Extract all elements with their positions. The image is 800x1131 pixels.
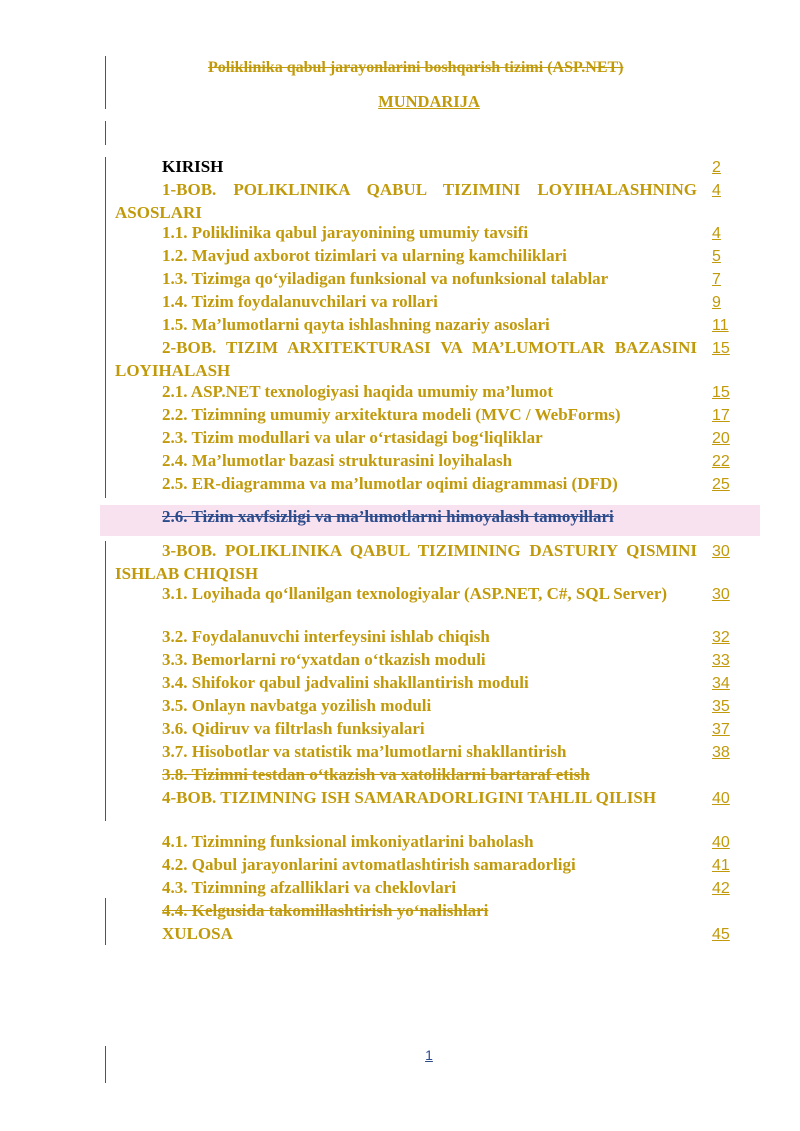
toc-entry-label: 4-BOB. TIZIMNING ISH SAMARADORLIGINI TAHLIL QILISH xyxy=(162,788,657,807)
change-bar xyxy=(105,157,106,498)
change-bar xyxy=(105,121,106,145)
toc-entry-label: KIRISH xyxy=(162,157,224,176)
toc-entry-label: 4.2. Qabul jarayonlarini avtomatlashtirish samaradorligi xyxy=(162,855,576,874)
toc-entry-label: 1.3. Tizimga qo‘yiladigan funksional va nofunksional talablar xyxy=(162,269,609,288)
toc-page-link[interactable]: 33 xyxy=(712,652,730,669)
toc-entry-label: 3.7. Hisobotlar va statistik ma’lumotlarni shakllantirish xyxy=(162,742,567,761)
toc-entry-3-2[interactable] xyxy=(115,625,697,648)
toc-page-link[interactable]: 30 xyxy=(712,543,730,560)
toc-entry-label: 3.1. Loyihada qo‘llanilgan texnologiyalar (ASP.NET, C#, SQL Server) xyxy=(162,584,668,603)
toc-entry-label: 2.4. Ma’lumotlar bazasi strukturasini loyihalash xyxy=(162,451,513,470)
toc-entry-chapter-2[interactable] xyxy=(115,336,697,382)
toc-entry-2-3[interactable] xyxy=(115,426,697,449)
toc-page-link[interactable]: 35 xyxy=(712,698,730,715)
toc-entry-label: 3.4. Shifokor qabul jadvalini shakllantirish moduli xyxy=(162,673,529,692)
toc-entry-4-3[interactable] xyxy=(115,876,697,899)
toc-page-link[interactable]: 41 xyxy=(712,857,730,874)
toc-entry-2-5[interactable] xyxy=(115,472,697,495)
change-bar xyxy=(105,541,106,794)
toc-entry-label: 3.5. Onlayn navbatga yozilish moduli xyxy=(162,696,432,715)
toc-page-link[interactable]: 15 xyxy=(712,384,730,401)
toc-page-link[interactable]: 22 xyxy=(712,453,730,470)
toc-entry-label: 2-BOB. TIZIM ARXITEKTURASI VA MA’LUMOTLAR BAZASINI LOYIHALASH xyxy=(115,338,697,380)
toc-entry-1-1[interactable] xyxy=(115,221,697,244)
toc-entry-1-3[interactable] xyxy=(115,267,697,290)
toc-page-link[interactable]: 15 xyxy=(712,340,730,357)
toc-entry-4-4-deleted[interactable] xyxy=(115,899,697,922)
toc-entry-label: 2.5. ER-diagramma va ma’lumotlar oqimi diagrammasi (DFD) xyxy=(162,474,618,493)
toc-entry-3-8-deleted[interactable] xyxy=(115,763,697,786)
toc-entry-3-1[interactable] xyxy=(115,582,697,605)
change-bar xyxy=(105,898,106,945)
toc-page-link[interactable]: 34 xyxy=(712,675,730,692)
toc-entry-label: 4.3. Tizimning afzalliklari va cheklovlari xyxy=(162,878,457,897)
toc-page-link[interactable]: 25 xyxy=(712,476,730,493)
toc-page-link[interactable]: 30 xyxy=(712,586,730,603)
toc-page-link[interactable]: 40 xyxy=(712,790,730,807)
toc-entry-label: 1.4. Tizim foydalanuvchilari va rollari xyxy=(162,292,438,311)
change-bar xyxy=(105,784,106,821)
toc-entry-3-4[interactable] xyxy=(115,671,697,694)
toc-page-link[interactable]: 7 xyxy=(712,271,721,288)
toc-page-link[interactable]: 20 xyxy=(712,430,730,447)
toc-entry-2-1[interactable] xyxy=(115,380,697,403)
toc-entry-label: XULOSA xyxy=(162,924,233,943)
toc-page-link[interactable]: 4 xyxy=(712,225,721,242)
toc-entry-label: 3.8. Tizimni testdan o‘tkazish va xatoliklarni bartaraf etish xyxy=(162,765,590,784)
toc-page-link[interactable]: 4 xyxy=(712,182,721,199)
toc-page-link[interactable]: 5 xyxy=(712,248,721,265)
toc-page-link[interactable]: 42 xyxy=(712,880,730,897)
toc-page-link[interactable]: 2 xyxy=(712,159,721,176)
toc-page-link[interactable]: 37 xyxy=(712,721,730,738)
toc-entry-2-2[interactable] xyxy=(115,403,697,426)
document-title: Poliklinika qabul jarayonlarini boshqarish tizimi (ASP.NET) xyxy=(208,59,624,76)
page-number: 1 xyxy=(425,1047,433,1063)
toc-entry-3-5[interactable] xyxy=(115,694,697,717)
toc-entry-label: 2.2. Tizimning umumiy arxitektura modeli (MVC / WebForms) xyxy=(162,405,621,424)
toc-entry-label: 1-BOB. POLIKLINIKA QABUL TIZIMINI LOYIHALASHNING ASOSLARI xyxy=(115,180,697,222)
toc-entry-4-1[interactable] xyxy=(115,830,697,853)
toc-entry-label: 3.6. Qidiruv va filtrlash funksiyalari xyxy=(162,719,425,738)
toc-entry-label: 3.2. Foydalanuvchi interfeysini ishlab chiqish xyxy=(162,627,490,646)
toc-page-link[interactable]: 38 xyxy=(712,744,730,761)
toc-entry-label: 4.4. Kelgusida takomillashtirish yo‘nalishlari xyxy=(162,901,489,920)
toc-page-link[interactable]: 45 xyxy=(712,926,730,943)
toc-entry-chapter-4[interactable] xyxy=(115,786,697,809)
toc-entry-2-6-deleted[interactable]: 2.6. Tizim xavfsizligi va ma’lumotlarni himoyalash tamoyillari xyxy=(162,507,614,526)
toc-page-link[interactable]: 11 xyxy=(712,317,729,334)
toc-entry-3-3[interactable] xyxy=(115,648,697,671)
toc-entry-label: 1.5. Ma’lumotlarni qayta ishlashning nazariy asoslari xyxy=(162,315,550,334)
toc-entry-label: 1.2. Mavjud axborot tizimlari va ularning kamchiliklari xyxy=(162,246,567,265)
toc-entry-chapter-3[interactable] xyxy=(115,539,697,585)
toc-page-link[interactable]: 9 xyxy=(712,294,721,311)
toc-entry-label: 1.1. Poliklinika qabul jarayonining umumiy tavsifi xyxy=(162,223,529,242)
toc-entry-2-4[interactable] xyxy=(115,449,697,472)
toc-page-link[interactable]: 17 xyxy=(712,407,730,424)
toc-page-link[interactable]: 32 xyxy=(712,629,730,646)
toc-entry-4-2[interactable] xyxy=(115,853,697,876)
toc-entry-3-7[interactable] xyxy=(115,740,697,763)
toc-entry-xulosa[interactable] xyxy=(115,922,697,945)
toc-entry-3-6[interactable] xyxy=(115,717,697,740)
toc-entry-label: 4.1. Tizimning funksional imkoniyatlarini baholash xyxy=(162,832,534,851)
toc-entry-1-5[interactable] xyxy=(115,313,697,336)
toc-page-link[interactable]: 40 xyxy=(712,834,730,851)
toc-entry-label: 3.3. Bemorlarni ro‘yxatdan o‘tkazish moduli xyxy=(162,650,486,669)
toc-entry-label: 2.1. ASP.NET texnologiyasi haqida umumiy ma’lumot xyxy=(162,382,554,401)
toc-entry-1-2[interactable] xyxy=(115,244,697,267)
toc-entry-label: 3-BOB. POLIKLINIKA QABUL TIZIMINING DASTURIY QISMINI ISHLAB CHIQISH xyxy=(115,541,697,583)
toc-entry-1-4[interactable] xyxy=(115,290,697,313)
toc-entry-chapter-1[interactable] xyxy=(115,178,697,224)
toc-entry-label: 2.3. Tizim modullari va ular o‘rtasidagi bog‘liqliklar xyxy=(162,428,543,447)
toc-entry-kirish[interactable] xyxy=(115,155,697,178)
toc-heading: MUNDARIJA xyxy=(378,92,480,111)
